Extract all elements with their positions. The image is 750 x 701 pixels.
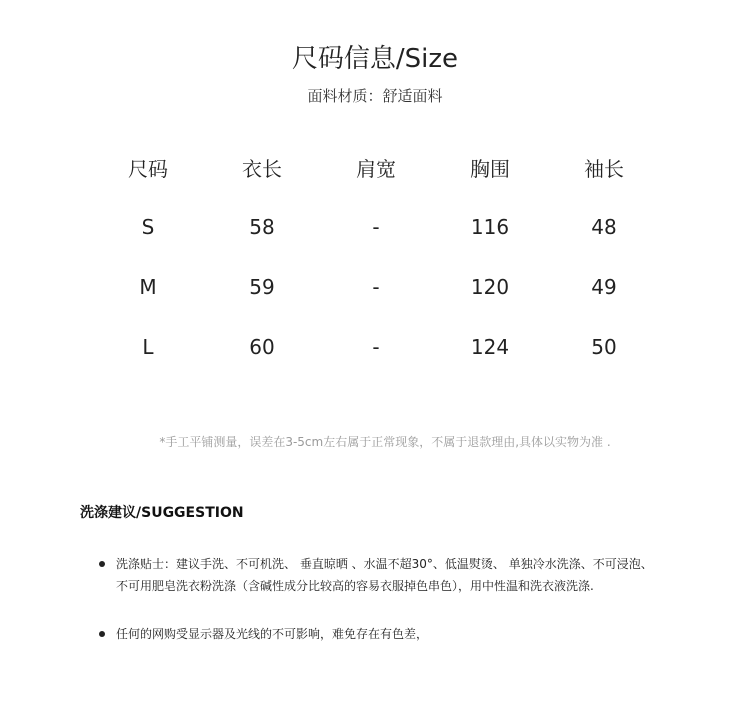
table-cell: 49: [591, 275, 617, 299]
table-cell: 48: [591, 215, 617, 239]
table-cell: L: [142, 335, 154, 359]
list-item-line: 洗涤贴士：建议手洗、不可机洗、 垂直晾晒 、水温不超30°、低温熨烫、 单独冷水洗涤、不可浸泡、: [116, 557, 653, 571]
table-cell: 58: [249, 215, 275, 239]
column-header: 衣长: [242, 156, 282, 181]
table-cell: M: [139, 275, 157, 299]
table-row: [91, 197, 661, 257]
size-table: [91, 137, 661, 377]
table-cell: 116: [470, 215, 510, 239]
table-row: [91, 317, 661, 377]
measurement-note: *手工平铺测量，误差在3-5cm左右属于正常现象，不属于退款理由,具体以实物为准 .: [159, 435, 611, 449]
bullet-icon: [99, 631, 105, 637]
bullet-icon: [99, 561, 105, 567]
list-item-line: 不可用肥皂洗衣粉洗涤（含碱性成分比较高的容易衣服掉色串色），用中性温和洗衣液洗涤.: [116, 579, 594, 593]
material-info: 面料材质：舒适面料: [307, 87, 443, 105]
column-header: 尺码: [128, 156, 168, 181]
list-item-text: [116, 623, 676, 645]
table-cell: 60: [249, 335, 275, 359]
table-cell: -: [372, 215, 380, 239]
table-header-row: [91, 137, 661, 197]
table-cell: 50: [591, 335, 617, 359]
list-item-text: [116, 553, 676, 597]
table-cell: -: [372, 275, 380, 299]
table-cell: 59: [249, 275, 275, 299]
suggestion-title: 洗涤建议/SUGGESTION: [80, 505, 244, 521]
list-item-line: 任何的网购受显示器及光线的不可影响，难免存在有色差，: [116, 627, 429, 641]
table-cell: 120: [470, 275, 510, 299]
column-header: 肩宽: [356, 156, 396, 181]
page-title: 尺码信息/Size: [291, 44, 459, 74]
column-header: 袖长: [584, 156, 624, 181]
column-header: 胸围: [470, 156, 510, 181]
table-cell: -: [372, 335, 380, 359]
table-row: [91, 257, 661, 317]
table-cell: S: [141, 215, 155, 239]
table-cell: 124: [470, 335, 510, 359]
